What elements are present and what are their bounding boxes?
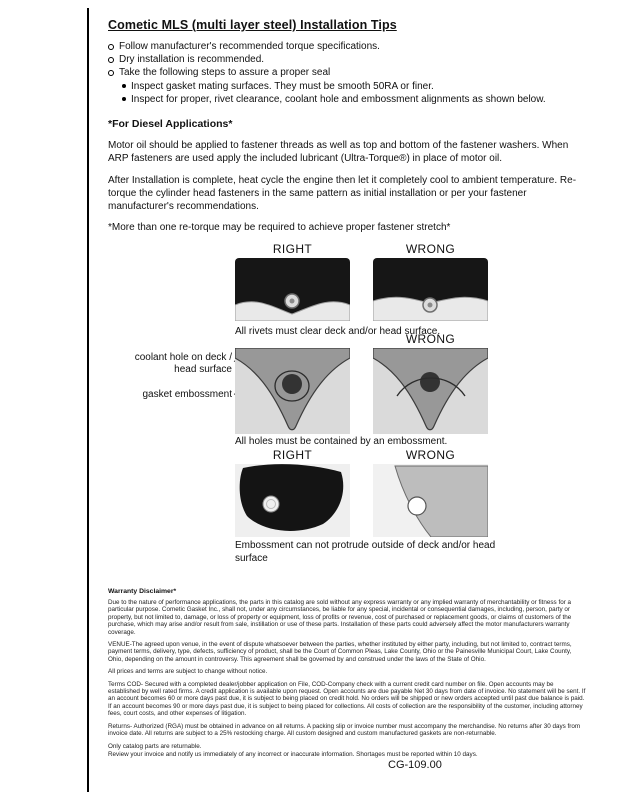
warranty-paragraph: VENUE-The agreed upon venue, in the event of dispute whatsoever between the parties, whether instituted by either party, including, but not limited to, contract terms, payment terms, delivery, type, defects, sufficiency of product, shall be the Court of Common Pleas, Lake County, Ohio or the Painesville Municipal Court, Lake County, Ohio, depending on the amount in controversy. This agreement shall be governed by and construed under the laws of the State of Ohio.	[108, 641, 572, 663]
diesel-paragraph-1: Motor oil should be applied to fastener threads as well as top and bottom of the fastener washers. When ARP fasteners are used apply the included lubricant (Ultra-Torque®) in place of motor oil.	[108, 140, 569, 165]
row1-right-label: RIGHT	[272, 242, 313, 257]
page-title: Cometic MLS (multi layer steel) Installation Tips	[108, 18, 397, 32]
list-item	[108, 40, 588, 53]
open-bullet-icon	[108, 44, 114, 50]
tip-text: Inspect gasket mating surfaces. They must be smooth 50RA or finer.	[131, 80, 434, 92]
embossment-protruding-wrong-illustration	[373, 464, 488, 537]
open-bullet-icon	[108, 70, 114, 76]
list-item	[122, 93, 588, 106]
row2-caption: All holes must be contained by an embossment.	[235, 436, 448, 448]
row1-right-image	[235, 258, 350, 321]
tip-text: Dry installation is recommended.	[119, 54, 265, 66]
filled-bullet-icon	[122, 97, 126, 101]
warranty-paragraph: All prices and terms are subject to change without notice.	[108, 668, 268, 676]
row3-wrong-label: WRONG	[405, 448, 456, 463]
left-margin-rule	[87, 8, 89, 792]
list-item	[108, 66, 588, 79]
row3-wrong-image	[373, 464, 488, 537]
row2-right-image	[235, 348, 350, 434]
diesel-applications-heading: *For Diesel Applications*	[108, 118, 233, 131]
diagram-section	[108, 240, 588, 562]
warranty-paragraph: Due to the nature of performance applications, the parts in this catalog are sold without any express warranty or any implied warranty of merchantability or fitness for a particular purpose. Cometic Gasket Inc., shall not, under any circumstances, be liable for any special, incidental or consequential damages, including, person, party or property, but not limited to, damage, or loss of property or equipment, loss of profits or revenue, cost of purchased or replacement goods, or claims of customers of the purchase, which may arise and/or result from sale, instillation or use of these parts. Installation of these parts could adversely affect the motor manufacturers warranty coverage.	[108, 599, 572, 636]
tip-text: Take the following steps to assure a proper seal	[119, 67, 331, 79]
coolant-hole-callout: coolant hole on deck / head surface	[134, 352, 232, 375]
warranty-paragraph: Review your invoice and notify us immediately of any incorrect or inaccurate information. Shortages must be reported within 10 days.	[108, 750, 478, 758]
row3-right-label: RIGHT	[272, 448, 313, 463]
installation-tips-list	[108, 40, 588, 106]
warranty-paragraph: Returns- Authorized (RGA) must be obtained in advance on all returns. A packing slip or invoice number must accompany the merchandise. No returns after 30 days from invoice date. All returns are subject to a 25% restocking charge. All custom designed and custom manufactured gaskets are non-returnable.	[108, 722, 581, 738]
embossment-inside-right-illustration	[235, 464, 350, 537]
filled-bullet-icon	[122, 84, 126, 88]
tip-text: Inspect for proper, rivet clearance, coolant hole and embossment alignments as shown below.	[131, 93, 546, 105]
tip-text: Follow manufacturer's recommended torque specifications.	[119, 41, 380, 52]
catalog-page-code: CG-109.00	[388, 759, 442, 771]
gasket-embossment-callout: gasket embossment	[142, 389, 232, 401]
retorque-note: *More than one re-torque may be required to achieve proper fastener stretch*	[108, 222, 451, 234]
list-item	[122, 80, 588, 93]
page-content	[108, 18, 588, 763]
warranty-paragraph: Terms COD- Secured with a completed dealer/jobber application on File, COD-Company check with a current credit card number on file. Open accounts may be established by well rated firms. A credit application is available upon request. Open accounts are due payable Net 30 days from date of invoice. No statement will be sent. If an account becomes 60 or more days past due, it is subject to being placed on credit hold. No orders will be shipped or new orders accepted until past due balance is paid. If an account becomes 90 or more days past due, it is subject to being placed for collections. All costs of collection are the responsibility of the customer, including attorney fees, court costs, and other expenses of litigation.	[108, 680, 586, 718]
row2-wrong-image	[373, 348, 488, 434]
diesel-paragraph-2: After Installation is complete, heat cycle the engine then let it completely cool to ambient temperature. Re-torque the cylinder head fasteners in the same pattern as initial installation or per your fastener manufacturer's recommendations.	[108, 175, 577, 213]
row3-right-image	[235, 464, 350, 537]
row3-caption: Embossment can not protrude outside of deck and/or head surface	[235, 540, 496, 564]
warranty-heading: Warranty Disclaimer*	[108, 588, 177, 596]
warranty-paragraph: Only catalog parts are returnable.	[108, 742, 202, 750]
rivet-clear-right-illustration	[235, 258, 350, 321]
row1-caption: All rivets must clear deck and/or head surface.	[235, 326, 441, 338]
hole-not-contained-wrong-illustration	[373, 348, 488, 434]
row1-wrong-image	[373, 258, 488, 321]
hole-contained-right-illustration	[235, 348, 350, 434]
rivet-overlap-wrong-illustration	[373, 258, 488, 321]
row2-wrong-label: WRONG	[405, 332, 456, 347]
row1-wrong-label: WRONG	[405, 242, 456, 257]
warranty-disclaimer	[108, 588, 586, 758]
open-bullet-icon	[108, 57, 114, 63]
list-item	[108, 53, 588, 66]
